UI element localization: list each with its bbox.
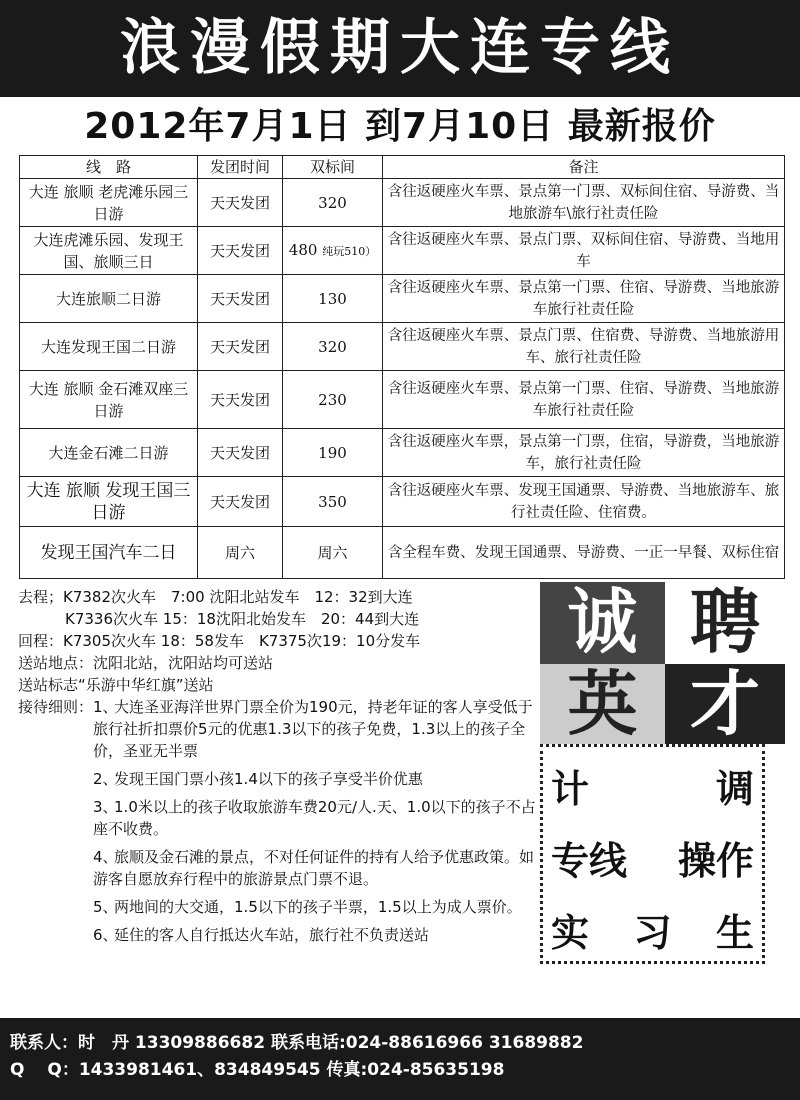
price-value: 480 xyxy=(288,240,318,259)
table-row xyxy=(20,371,785,429)
list-item xyxy=(93,924,538,946)
table-header-row xyxy=(20,156,785,179)
price-cell: 190 xyxy=(283,429,383,477)
recruit-char-pin: 聘 xyxy=(665,582,785,664)
time-cell: 天天发团 xyxy=(198,275,283,323)
contact-phone-line: 联系人：时 丹 13309886682 联系电话:024-88616966 31689882 xyxy=(10,1033,584,1053)
price-cell: 130 xyxy=(283,275,383,323)
header-note: 备注 xyxy=(383,156,785,179)
item-number: 6、 xyxy=(93,926,118,944)
price-cell: 周六 xyxy=(283,527,383,579)
route-cell: 大连金石滩二日游 xyxy=(20,429,198,477)
price-cell: 320 xyxy=(283,179,383,227)
table-row xyxy=(20,527,785,579)
note-cell: 含往返硬座火车票、景点第一门票、住宿、导游费、当地旅游车旅行社责任险 xyxy=(383,275,785,323)
page-banner: 浪漫假期大连专线 xyxy=(0,0,800,97)
job-text: 计 xyxy=(551,767,590,811)
time-cell: 天天发团 xyxy=(198,371,283,429)
note-cell: 含往返硬座火车票、景点门票、住宿费、导游费、当地旅游用车、旅行社责任险 xyxy=(383,323,785,371)
item-text: 1.0米以上的孩子收取旅游车费20元/人.天、1.0以下的孩子不占座不收费。 xyxy=(93,798,536,838)
time-cell: 天天发团 xyxy=(198,429,283,477)
recruitment-box xyxy=(540,582,785,982)
route-cell: 大连 旅顺 发现王国三日游 xyxy=(20,477,198,527)
reception-details-label: 接待细则： xyxy=(18,698,94,716)
contact-footer xyxy=(0,1018,800,1100)
header-route: 线 路 xyxy=(20,156,198,179)
item-number: 3、 xyxy=(93,798,118,816)
item-number: 1、 xyxy=(93,698,118,716)
table-row xyxy=(20,227,785,275)
item-text: 大连圣亚海洋世界门票全价为190元，持老年证的客人享受低于旅行社折扣票价5元的优惠1.3以下的孩子免费，1.3以上的孩子全价，圣亚无半票 xyxy=(93,698,533,760)
table-row xyxy=(20,179,785,227)
outbound-train-2: K7336次火车 15：18沈阳北始发车 20：44到大连 xyxy=(65,610,420,628)
item-number: 2、 xyxy=(93,770,118,788)
time-cell: 天天发团 xyxy=(198,323,283,371)
item-text: 延住的客人自行抵达火车站，旅行社不负责送站 xyxy=(114,926,430,944)
pickup-station: 送站地点：沈阳北站，沈阳站均可送站 xyxy=(18,654,274,672)
note-cell: 含全程车费、发现王国通票、导游费、一正一早餐、双标住宿 xyxy=(383,527,785,579)
item-number: 4、 xyxy=(93,848,118,866)
route-cell: 大连 旅顺 老虎滩乐园三日游 xyxy=(20,179,198,227)
note-cell: 含往返硬座火车票，景点第一门票，住宿，导游费，当地旅游车，旅行社责任险 xyxy=(383,429,785,477)
travel-info xyxy=(18,586,538,952)
table-row xyxy=(20,477,785,527)
contact-qq-fax-line: Q Q：1433981461、834849545 传真:024-85635198 xyxy=(10,1060,505,1080)
reception-details xyxy=(18,696,538,952)
job-intern xyxy=(551,897,754,969)
price-cell xyxy=(283,227,383,275)
route-cell: 大连虎滩乐园、发现王国、旅顺三日 xyxy=(20,227,198,275)
route-cell: 大连发现王国二日游 xyxy=(20,323,198,371)
item-text: 发现王国门票小孩1.4以下的孩子享受半价优惠 xyxy=(114,770,423,788)
table-row xyxy=(20,323,785,371)
job-text: 专线 xyxy=(551,839,628,883)
route-cell: 大连旅顺二日游 xyxy=(20,275,198,323)
note-cell: 含往返硬座火车票、景点第一门票、住宿、导游费、当地旅游车旅行社责任险 xyxy=(383,371,785,429)
time-cell: 周六 xyxy=(198,527,283,579)
job-text: 习 xyxy=(633,911,672,955)
item-text: 两地间的大交通，1.5以下的孩子半票，1.5以上为成人票价。 xyxy=(114,898,522,916)
list-item xyxy=(93,696,538,762)
item-number: 5、 xyxy=(93,898,118,916)
job-dispatcher xyxy=(551,753,754,825)
price-cell: 230 xyxy=(283,371,383,429)
note-cell: 含往返硬座火车票、发现王国通票、导游费、当地旅游车、旅行社责任险、住宿费。 xyxy=(383,477,785,527)
list-item xyxy=(93,768,538,790)
price-note: 纯玩510） xyxy=(322,244,377,258)
job-text: 操作 xyxy=(677,839,754,883)
outbound-train-1: 去程；K7382次火车 7:00 沈阳北站发车 12：32到大连 xyxy=(18,588,413,606)
job-operator xyxy=(551,825,754,897)
route-cell: 大连 旅顺 金石滩双座三日游 xyxy=(20,371,198,429)
list-item xyxy=(93,846,538,890)
item-text: 旅顺及金石滩的景点，不对任何证件的持有人给予优惠政策。如游客自愿放弃行程中的旅游景点门票不退。 xyxy=(93,848,535,888)
note-cell: 含往返硬座火车票、景点第一门票、双标间住宿、导游费、当地旅游车\旅行社责任险 xyxy=(383,179,785,227)
time-cell: 天天发团 xyxy=(198,179,283,227)
table-row xyxy=(20,275,785,323)
list-item xyxy=(93,796,538,840)
price-date-subtitle: 2012年7月1日 到7月10日 最新报价 xyxy=(84,106,716,147)
job-text: 调 xyxy=(715,767,754,811)
pickup-flag: 送站标志“乐游中华红旗”送站 xyxy=(18,676,214,694)
job-text: 生 xyxy=(715,911,754,955)
recruit-char-ying: 英 xyxy=(540,664,665,744)
job-positions xyxy=(540,744,765,964)
time-cell: 天天发团 xyxy=(198,477,283,527)
route-price-table xyxy=(19,155,785,579)
return-train: 回程：K7305次火车 18：58发车 K7375次19：10分发车 xyxy=(18,632,421,650)
note-cell: 含往返硬座火车票、景点门票、双标间住宿、导游费、当地用车 xyxy=(383,227,785,275)
reception-details-list xyxy=(93,696,538,952)
header-time: 发团时间 xyxy=(198,156,283,179)
table-row xyxy=(20,429,785,477)
time-cell: 天天发团 xyxy=(198,227,283,275)
recruit-char-cheng: 诚 xyxy=(540,582,665,664)
recruit-char-cai: 才 xyxy=(665,664,785,744)
list-item xyxy=(93,896,538,918)
header-price: 双标间 xyxy=(283,156,383,179)
job-text: 实 xyxy=(551,911,590,955)
price-cell: 320 xyxy=(283,323,383,371)
price-cell: 350 xyxy=(283,477,383,527)
route-cell: 发现王国汽车二日 xyxy=(20,527,198,579)
